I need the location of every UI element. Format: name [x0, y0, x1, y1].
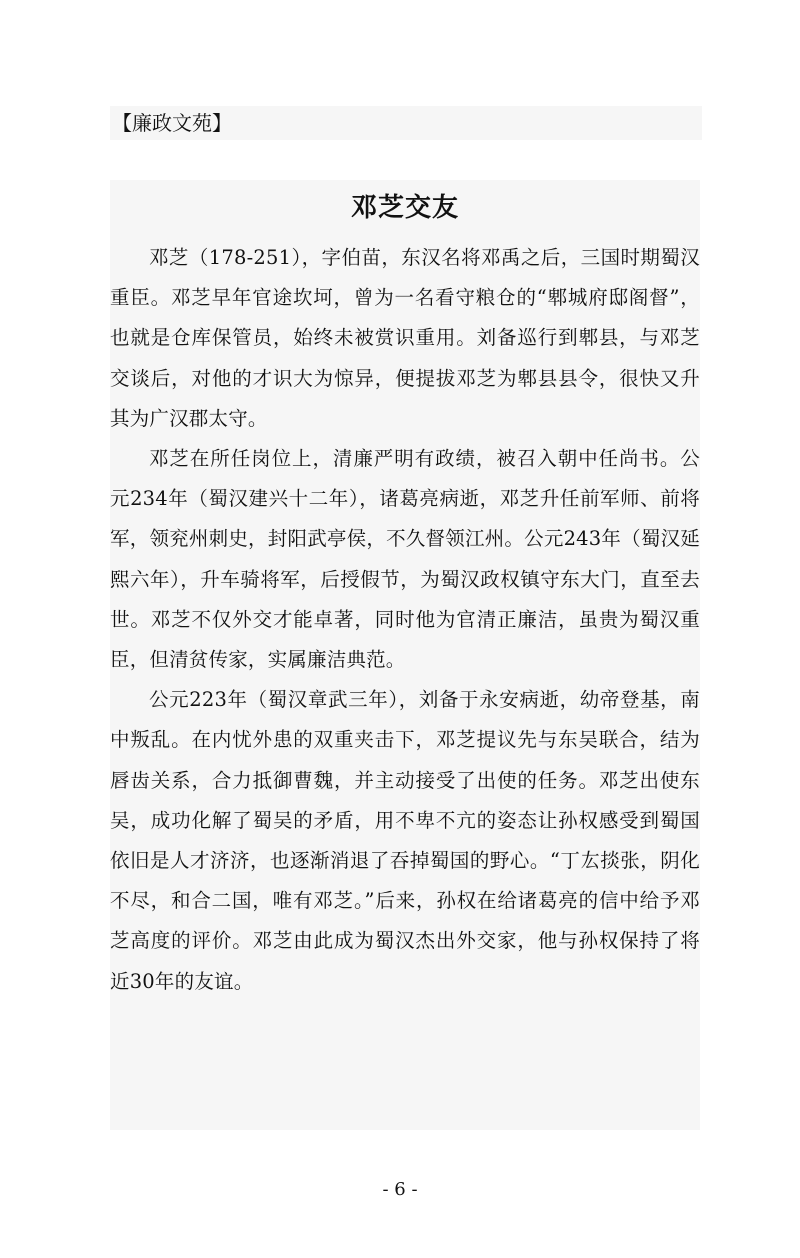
article-title: 邓芝交友	[350, 193, 459, 223]
article-paragraph-3: 公元223年（蜀汉章武三年），刘备于永安病逝，幼帝登基，南中叛乱。在内忧外患的双重夹击下，邓芝提议先与东吴联合，结为唇齿关系，合力抵御曹魏，并主动接受了出使的任务。邓芝出使东吴，成功化解了蜀吴的矛盾，用不卑不亢的姿态让孙权感受到蜀国依旧是人才济济，也逐渐消退了吞掉蜀国的野心。“丁厷掞张，阴化不尽，和合二国，唯有邓芝。”后来，孙权在给诸葛亮的信中给予邓芝高度的评价。邓芝由此成为蜀汉杰出外交家，他与孙权保持了将近30年的友谊。	[110, 688, 700, 993]
article-paragraph-2: 邓芝在所任岗位上，清廉严明有政绩，被召入朝中任尚书。公元234年（蜀汉建兴十二年），诸葛亮病逝，邓芝升任前军师、前将军，领兖州刺史，封阳武亭侯，不久督领江州。公元243年（蜀汉延熙六年），升车骑将军，后授假节，为蜀汉政权镇守东大门，直至去世。邓芝不仅外交才能卓著，同时他为官清正廉洁，虽贵为蜀汉重臣，但清贫传家，实属廉洁典范。	[110, 447, 700, 672]
article-paragraph-1: 邓芝（178-251），字伯苗，东汉名将邓禹之后，三国时期蜀汉重臣。邓芝早年官途坎坷，曾为一名看守粮仓的“郫城府邸阁督”，也就是仓库保管员，始终未被赏识重用。刘备巡行到郫县，与邓芝交谈后，对他的才识大为惊异，便提拔邓芝为郫县县令，很快又升其为广汉郡太守。	[110, 246, 700, 430]
page-number: - 6 -	[382, 1179, 418, 1200]
article	[110, 180, 700, 1130]
section-tag: 【廉政文苑】	[110, 106, 702, 140]
